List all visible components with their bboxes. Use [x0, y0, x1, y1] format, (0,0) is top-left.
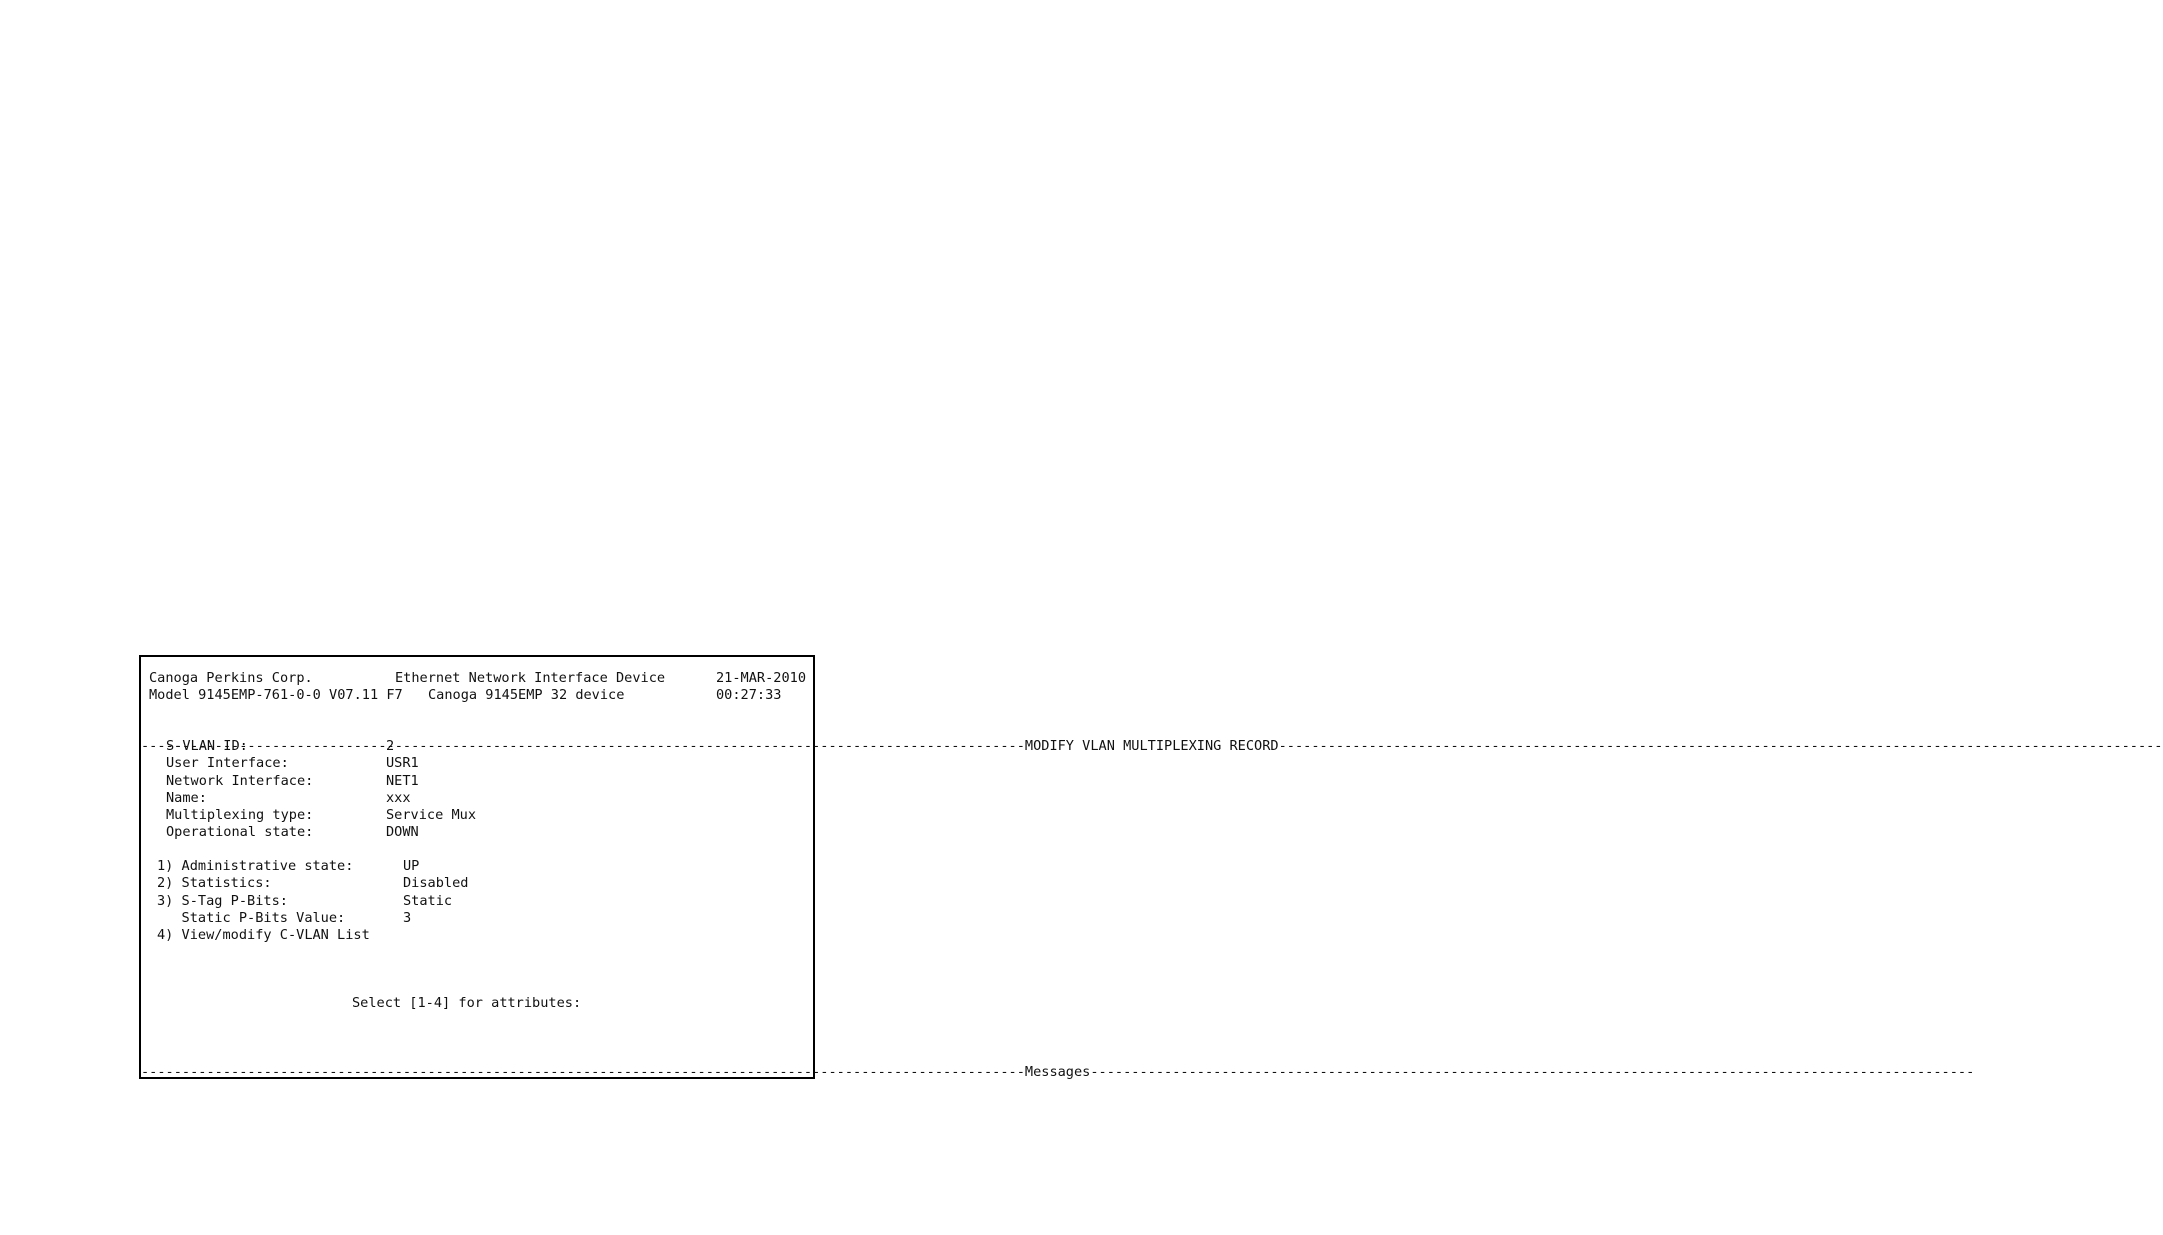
- field-value-name: xxx: [386, 790, 411, 806]
- field-value-multiplexing-type: Service Mux: [386, 807, 477, 823]
- field-value-operational-state: DOWN: [386, 824, 419, 840]
- messages-title: Messages: [1024, 1064, 1091, 1080]
- field-label-operational-state: Operational state:: [166, 824, 314, 840]
- device-name: Canoga 9145EMP 32 device: [428, 687, 625, 703]
- screen-title: MODIFY VLAN MULTIPLEXING RECORD: [1024, 738, 1279, 754]
- field-label-multiplexing-type: Multiplexing type:: [166, 807, 314, 823]
- separator-dashes: [141, 738, 1025, 755]
- menu-value-static-pbits-value: 3: [403, 910, 412, 926]
- time-display: 00:27:33: [716, 687, 782, 703]
- menu-value-statistics: Disabled: [403, 875, 469, 891]
- separator-dashes: [1090, 1064, 1974, 1081]
- menu-item-stag-pbits[interactable]: 3) S-Tag P-Bits:: [157, 893, 288, 909]
- messages-bar: [141, 1030, 1091, 1080]
- field-label-network-interface: Network Interface:: [166, 773, 314, 789]
- menu-value-administrative-state: UP: [403, 858, 420, 874]
- field-label-svlan-id: S-VLAN ID:: [166, 738, 248, 754]
- menu-item-statistics[interactable]: 2) Statistics:: [157, 875, 272, 891]
- separator-dashes: [1279, 738, 2163, 755]
- device-type: Ethernet Network Interface Device: [395, 670, 666, 686]
- model-info: Model 9145EMP-761-0-0 V07.11 F7: [149, 687, 403, 703]
- menu-item-view-modify-cvlan-list[interactable]: 4) View/modify C-VLAN List: [157, 927, 370, 943]
- terminal-window[interactable]: [139, 655, 1279, 1080]
- menu-item-static-pbits-value: Static P-Bits Value:: [157, 910, 346, 926]
- messages-area: [141, 1047, 813, 1075]
- menu-item-administrative-state[interactable]: 1) Administrative state:: [157, 858, 354, 874]
- selection-prompt[interactable]: Select [1-4] for attributes:: [352, 995, 582, 1011]
- field-value-network-interface: NET1: [386, 773, 419, 789]
- field-label-user-interface: User Interface:: [166, 755, 289, 771]
- company-name: Canoga Perkins Corp.: [149, 670, 313, 686]
- field-label-name: Name:: [166, 790, 207, 806]
- field-value-svlan-id: 2: [386, 738, 395, 754]
- menu-value-stag-pbits: Static: [403, 893, 453, 909]
- field-value-user-interface: USR1: [386, 755, 419, 771]
- date-display: 21-MAR-2010: [716, 670, 807, 686]
